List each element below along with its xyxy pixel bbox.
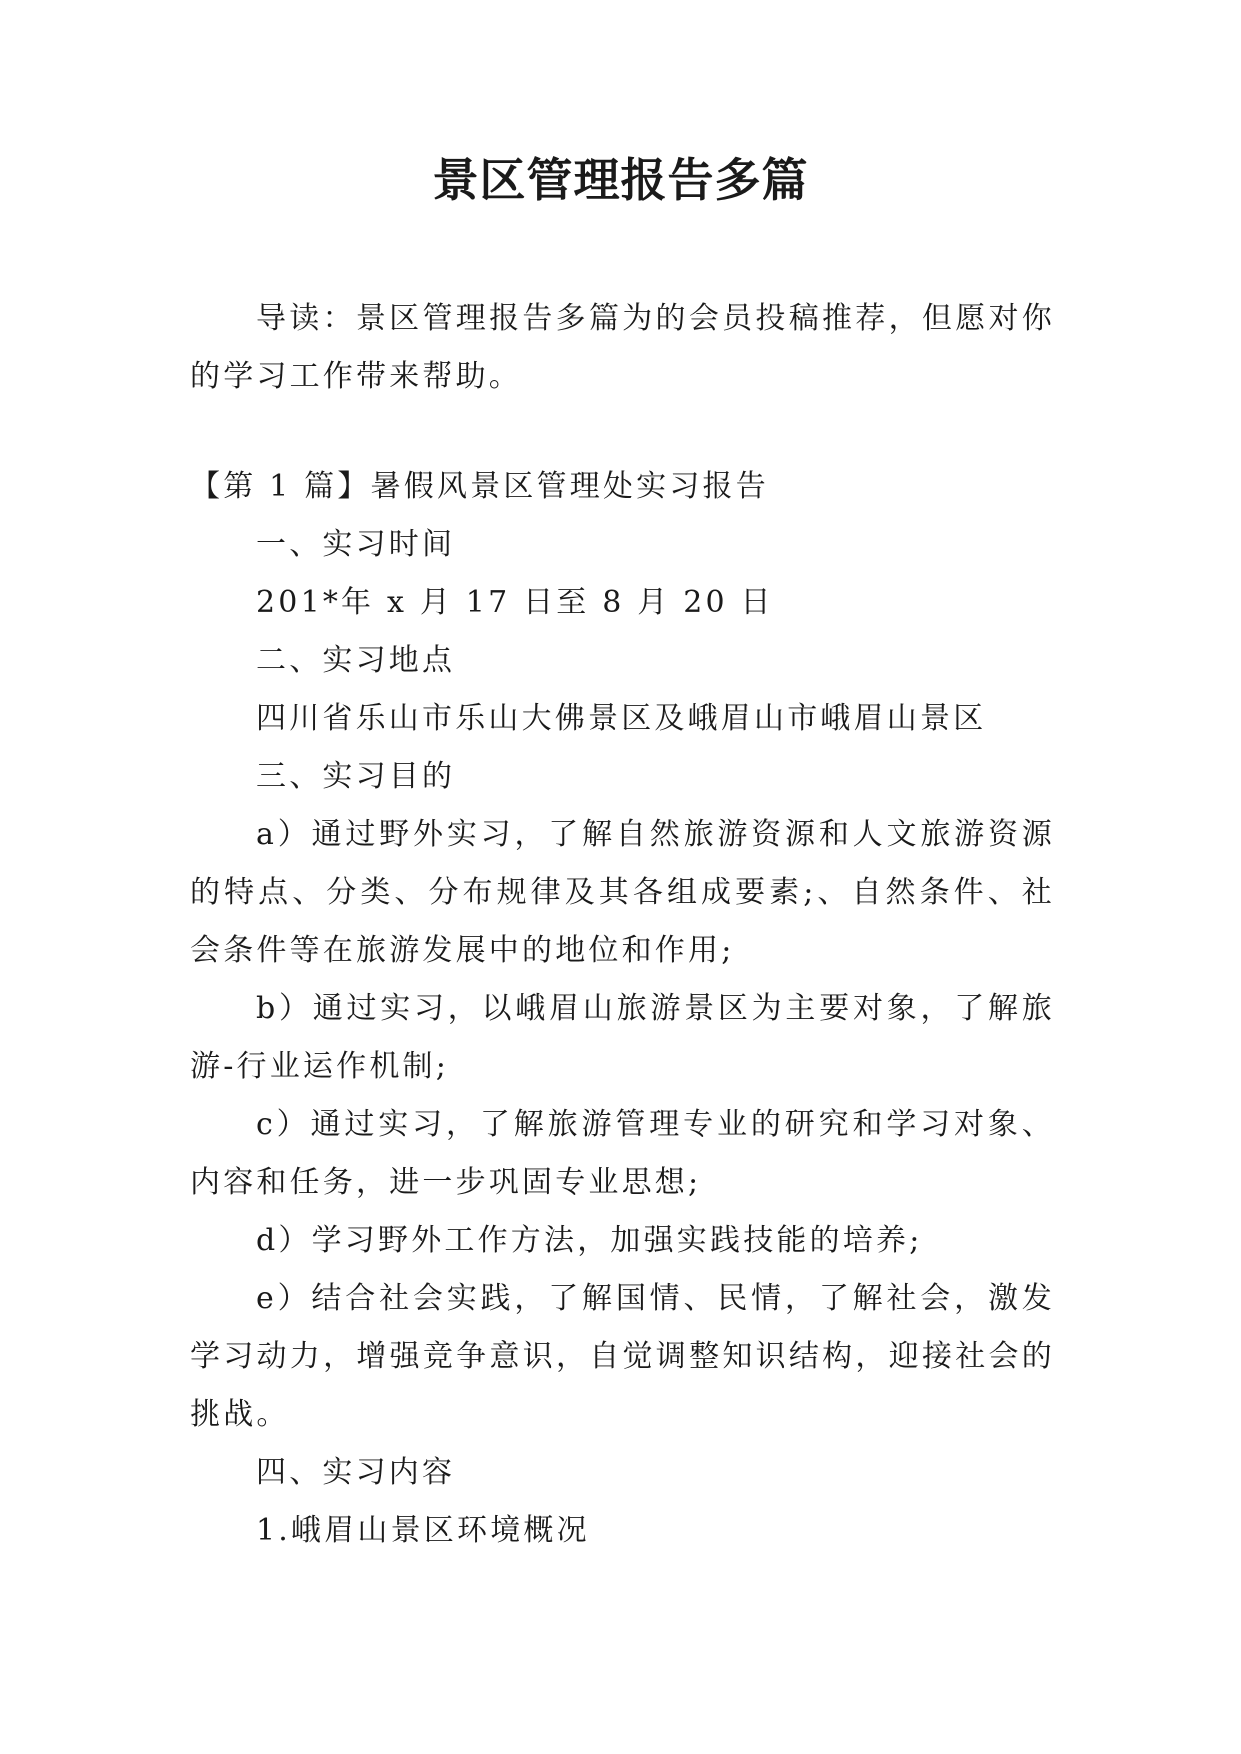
paragraph-purpose-e: e）结合社会实践，了解国情、民情，了解社会，激发学习动力，增强竞争意识，自觉调整知识结构，迎接社会的挑战。	[190, 1281, 1055, 1432]
intro-paragraph: 导读：景区管理报告多篇为的会员投稿推荐，但愿对你的学习工作带来帮助。	[190, 301, 1055, 394]
document-body	[190, 290, 1055, 1560]
paragraph-content-1: 1.峨眉山景区环境概况	[256, 1513, 590, 1548]
paragraph-purpose-c: c）通过实习，了解旅游管理专业的研究和学习对象、内容和任务，进一步巩固专业思想;	[190, 1107, 1055, 1200]
paragraph-practice-time-heading: 一、实习时间	[256, 527, 456, 562]
paragraph-purpose-d: d）学习野外工作方法，加强实践技能的培养;	[256, 1223, 923, 1258]
paragraph-practice-purpose-heading: 三、实习目的	[256, 759, 456, 794]
paragraph-practice-place-heading: 二、实习地点	[256, 643, 456, 678]
paragraph-purpose-b: b）通过实习，以峨眉山旅游景区为主要对象，了解旅游-行业运作机制;	[190, 991, 1055, 1084]
paragraph-practice-place: 四川省乐山市乐山大佛景区及峨眉山市峨眉山景区	[256, 701, 987, 736]
paragraph-practice-time: 201*年 x 月 17 日至 8 月 20 日	[256, 585, 774, 620]
paragraph-practice-content-heading: 四、实习内容	[256, 1455, 456, 1490]
page-title: 景区管理报告多篇	[432, 153, 809, 207]
section-heading: 【第 1 篇】暑假风景区管理处实习报告	[190, 469, 769, 504]
paragraph-purpose-a: a）通过野外实习，了解自然旅游资源和人文旅游资源的特点、分类、分布规律及其各组成要素;、自然条件、社会条件等在旅游发展中的地位和作用;	[190, 817, 1055, 968]
